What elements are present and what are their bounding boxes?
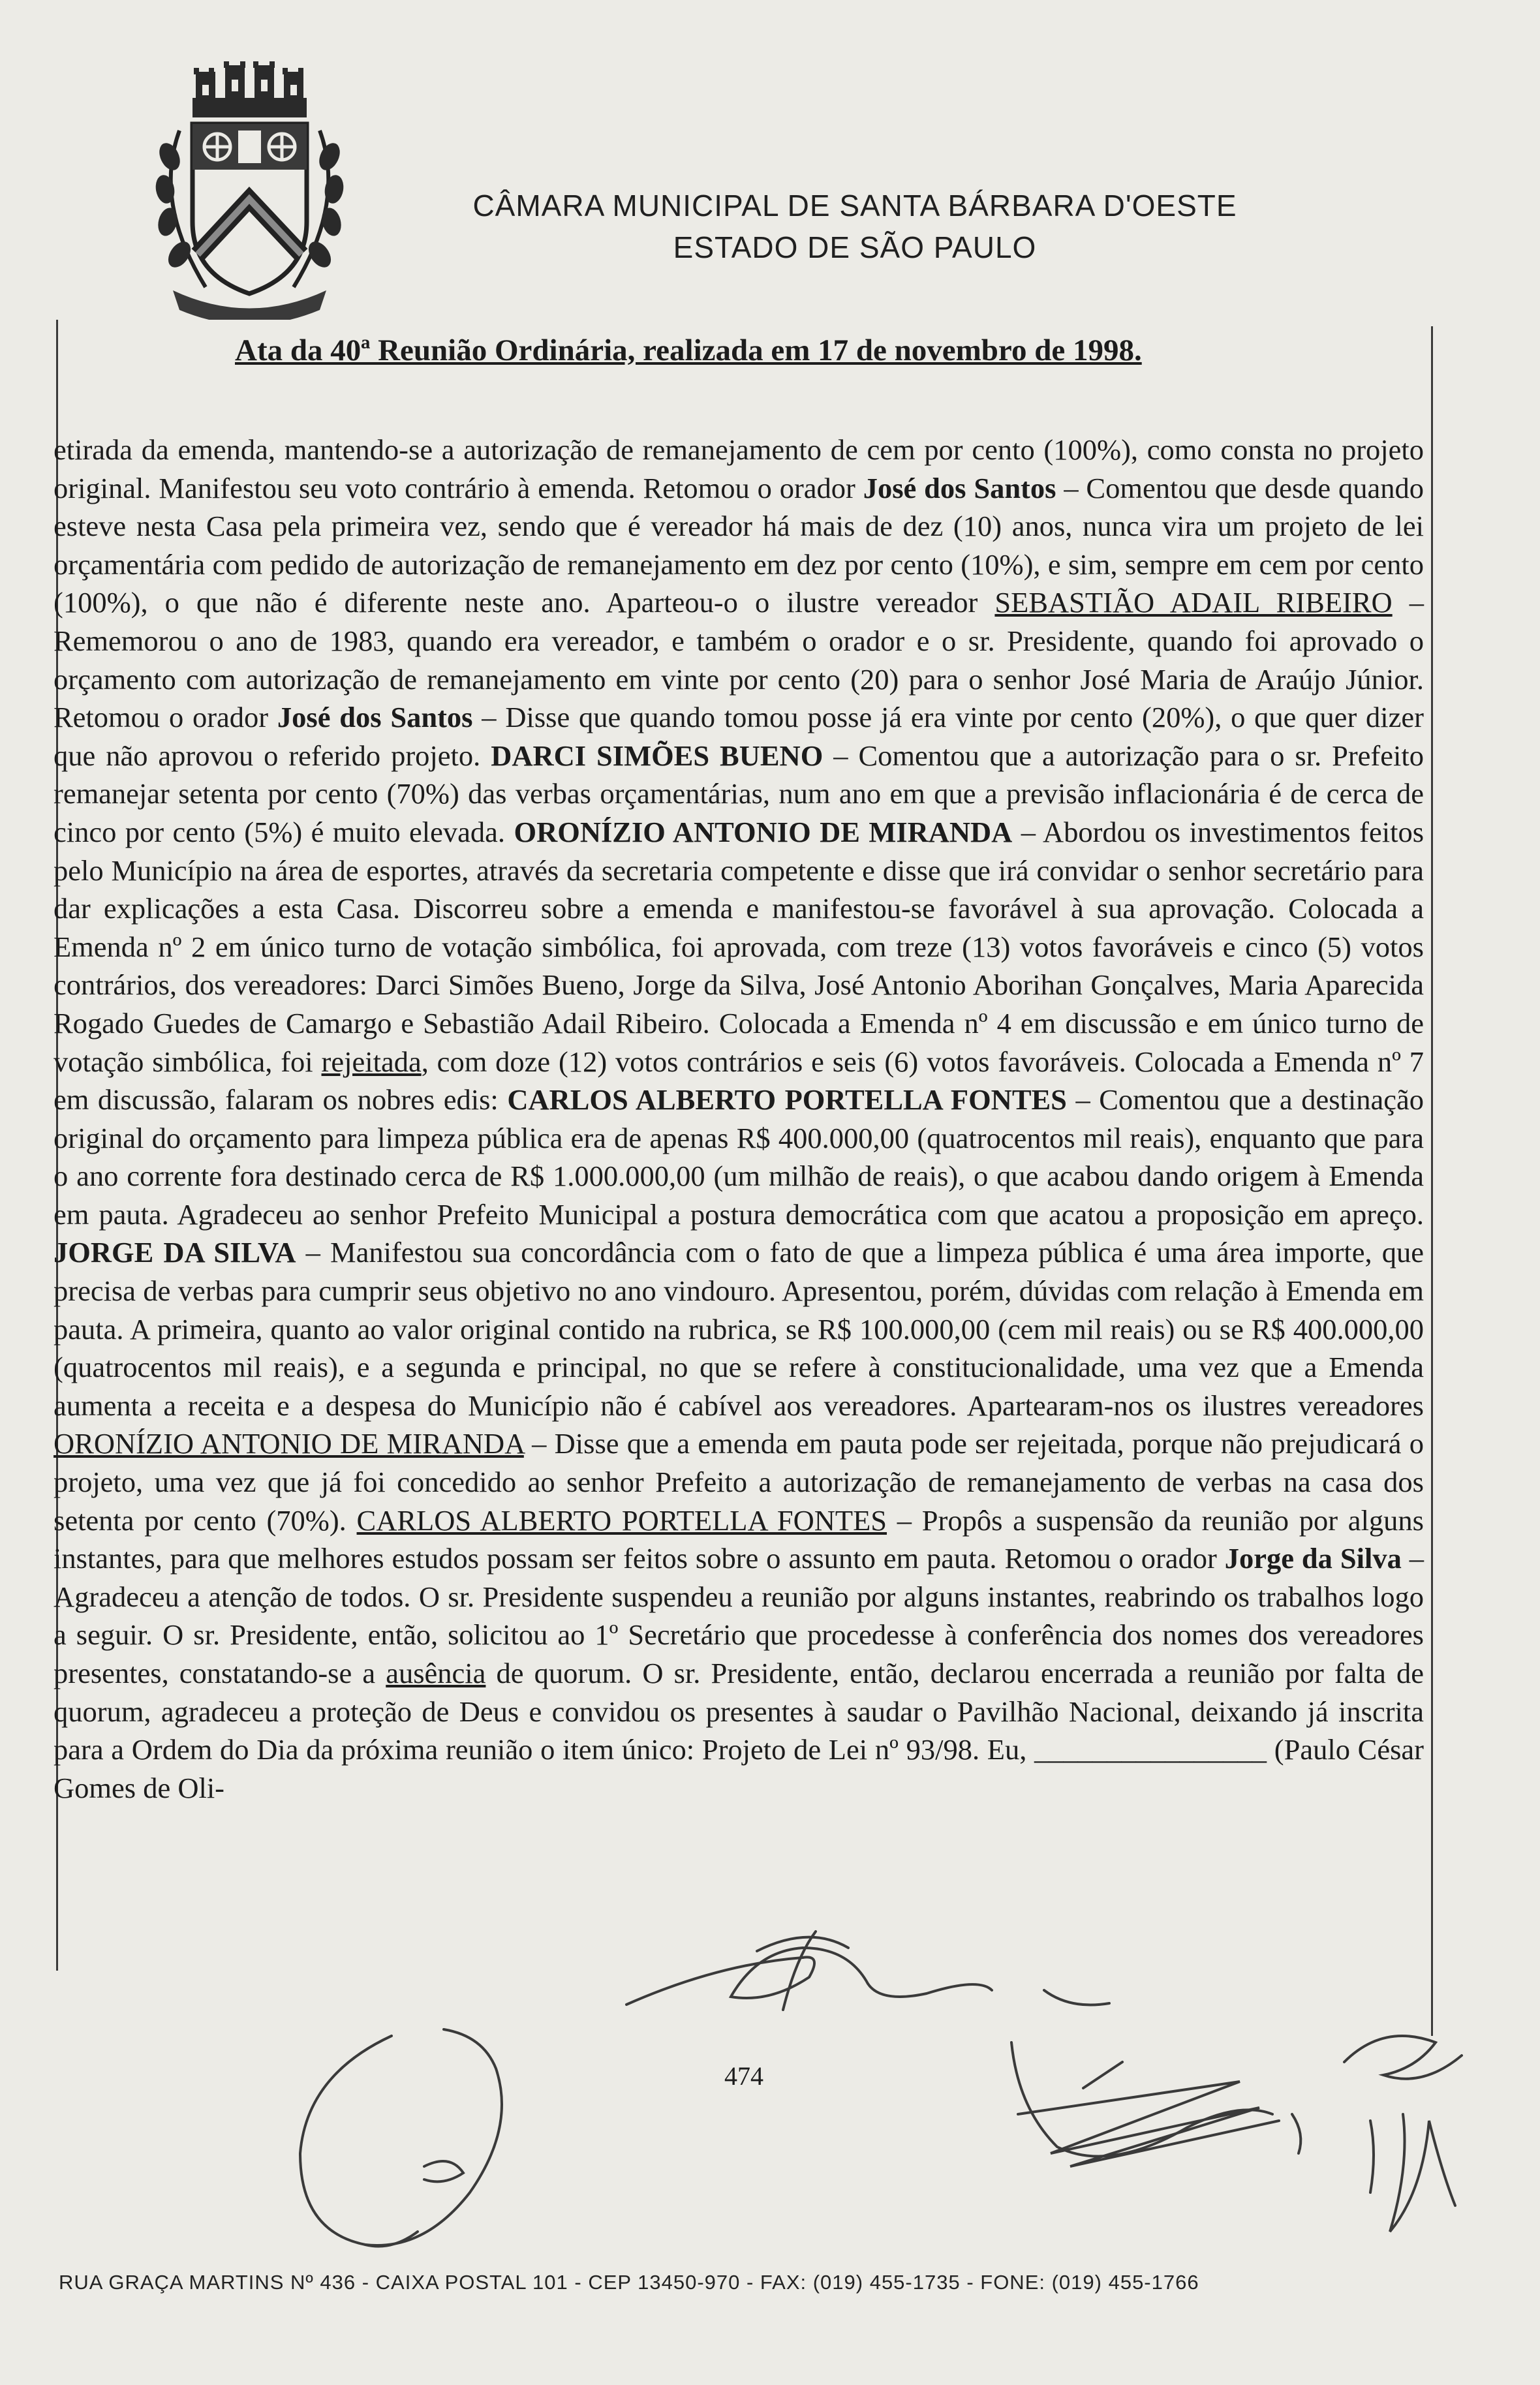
minutes-text-run: – Comentou que a autorização para o sr. Prefeito remanejar setenta por cento (70%) das verbas orçamentárias, num ano em que a previsão inflacionária é de cerca de cinco por cento (5%) é muito elevada. (54, 739, 1424, 848)
minutes-text-run: – Rememorou o ano de 1983, quando era vereador, e também o orador e o sr. Presidente, quando foi aprovado o orçamento com autorização de remanejamento em vinte por cento (20) para o senhor José Maria de Araújo Júnior. Retomou o orador (54, 586, 1424, 734)
minutes-text-run: – Comentou que a destinação original do orçamento para limpeza pública era de apenas R$ 400.000,00 (quatrocentos mil reais), enquanto que para o ano corrente fora destinado cerca de R$ 1.000.000,00 (um milhão de reais), o que acabou dando origem à Emenda em pauta. Agradeceu ao senhor Prefeito Municipal a postura democrática com que acatou a proposição em apreço. (54, 1083, 1424, 1231)
minutes-text-run: – Abordou os investimentos feitos pelo Município na área de esportes, através da secretaria competente e disse que irá convidar o senhor secretário para dar explicações a esta Casa. Discorreu sobre a emenda e manifestou-se favorável à sua aprovação. Colocada a Emenda nº 2 em único turno de votação simbólica, foi aprovada, com treze (13) votos favoráveis e cinco (5) votos contrários, dos vereadores: Darci Simões Bueno, Jorge da Silva, José Antonio Aborihan Gonçalves, Maria Aparecida Rogado Guedes de Camargo e Sebastião Adail Ribeiro. Colocada a Emenda nº 4 em discussão e em único turno de votação simbólica, foi (54, 815, 1424, 1078)
underlined-text: ausência (386, 1657, 486, 1689)
speaker-name: José dos Santos (277, 701, 473, 734)
minutes-text-run: etirada da emenda, mantendo-se a autorização de remanejamento de cem por cento (100%), como consta no projeto original. Manifestou seu voto contrário à emenda. Retomou o orador (54, 433, 1424, 504)
minutes-text-run: – Agradeceu a atenção de todos. O sr. Presidente suspendeu a reunião por alguns instantes, reabrindo os trabalhos logo a seguir. O sr. Presidente, então, solicitou ao 1º Secretário que procedesse à conferência dos nomes dos vereadores presentes, constatando-se a (54, 1542, 1424, 1689)
right-margin-rule (1431, 326, 1433, 2036)
speaker-name: ORONÍZIO ANTONIO DE MIRANDA (514, 815, 1013, 848)
minutes-text-run: , com doze (12) votos contrários e seis (6) votos favoráveis. Colocada a Emenda nº 7 em discussão, falaram os nobres edis: (54, 1045, 1424, 1116)
minutes-text-run: – Comentou que desde quando esteve nesta Casa pela primeira vez, sendo que é vereador há mais de dez (10) anos, nunca vira um projeto de lei orçamentária com pedido de autorização de remanejamento em dez por cento (10%), e sim, sempre em cem por cento (100%), o que não é diferente neste ano. Aparteou-o o ilustre vereador (54, 471, 1424, 619)
underlined-text: ORONÍZIO ANTONIO DE MIRANDA (54, 1427, 524, 1460)
speaker-name: JORGE DA SILVA (54, 1236, 296, 1269)
chamber-name-heading: CÂMARA MUNICIPAL DE SANTA BÁRBARA D'OESTE (472, 189, 1237, 223)
minutes-text-run: – Disse que a emenda em pauta pode ser rejeitada, porque não prejudicará o projeto, uma vez que já foi concedido ao senhor Prefeito a autorização de remanejamento de verbas na casa dos setenta por cento (70%). (54, 1427, 1424, 1537)
state-name-heading: ESTADO DE SÃO PAULO (673, 230, 1037, 264)
speaker-name: DARCI SIMÕES BUENO (491, 739, 824, 772)
minutes-text-run: – Disse que quando tomou posse já era vinte por cento (20%), o que quer dizer que não aprovou o referido projeto. (54, 701, 1424, 772)
address-footer: RUA GRAÇA MARTINS Nº 436 - CAIXA POSTAL 101 - CEP 13450-970 - FAX: (019) 455-1735 - FONE: (019) 455-1766 (59, 2271, 1199, 2294)
minutes-text-run: de quorum. O sr. Presidente, então, declarou encerrada a reunião por falta de quorum, agradeceu a proteção de Deus e convidou os presentes à saudar o Pavilhão Nacional, deixando já inscrita para a Ordem do Dia da próxima reunião o item único: Projeto de Lei nº 93/98. Eu, ________________ (Paulo César Gomes de Oli- (54, 1657, 1424, 1804)
minutes-title: Ata da 40ª Reunião Ordinária, realizada em 17 de novembro de 1998. (235, 333, 1142, 367)
minutes-body (54, 431, 1424, 1807)
minutes-text-run: – Propôs a suspensão da reunião por alguns instantes, para que melhores estudos possam ser feitos sobre o assunto em pauta. Retomou o orador (54, 1503, 1424, 1575)
coat-of-arms-emblem (134, 59, 362, 320)
speaker-name: José dos Santos (863, 471, 1056, 504)
speaker-name: Jorge da Silva (1224, 1542, 1402, 1575)
speaker-name: CARLOS ALBERTO PORTELLA FONTES (507, 1083, 1067, 1116)
minutes-text-run: – Manifestou sua concordância com o fato de que a limpeza pública é uma área importe, que precisa de verbas para cumprir seus objetivo no ano vindouro. Apresentou, porém, dúvidas com relação à Emenda em pauta. A primeira, quanto ao valor original contido na rubrica, se R$ 100.000,00 (cem mil reais) ou se R$ 400.000,00 (quatrocentos mil reais), e a segunda e principal, no que se refere à constitucionalidade, uma vez que a Emenda aumenta a receita e a despesa do Município não é cabível aos vereadores. Apartearam-nos os ilustres vereadores (54, 1236, 1424, 1422)
underlined-text: SEBASTIÃO ADAIL RIBEIRO (994, 586, 1393, 619)
underlined-text: CARLOS ALBERTO PORTELLA FONTES (356, 1503, 887, 1537)
underlined-text: rejeitada (321, 1045, 422, 1078)
page-number: 474 (724, 2061, 763, 2091)
minutes-paragraph (54, 431, 1424, 1807)
